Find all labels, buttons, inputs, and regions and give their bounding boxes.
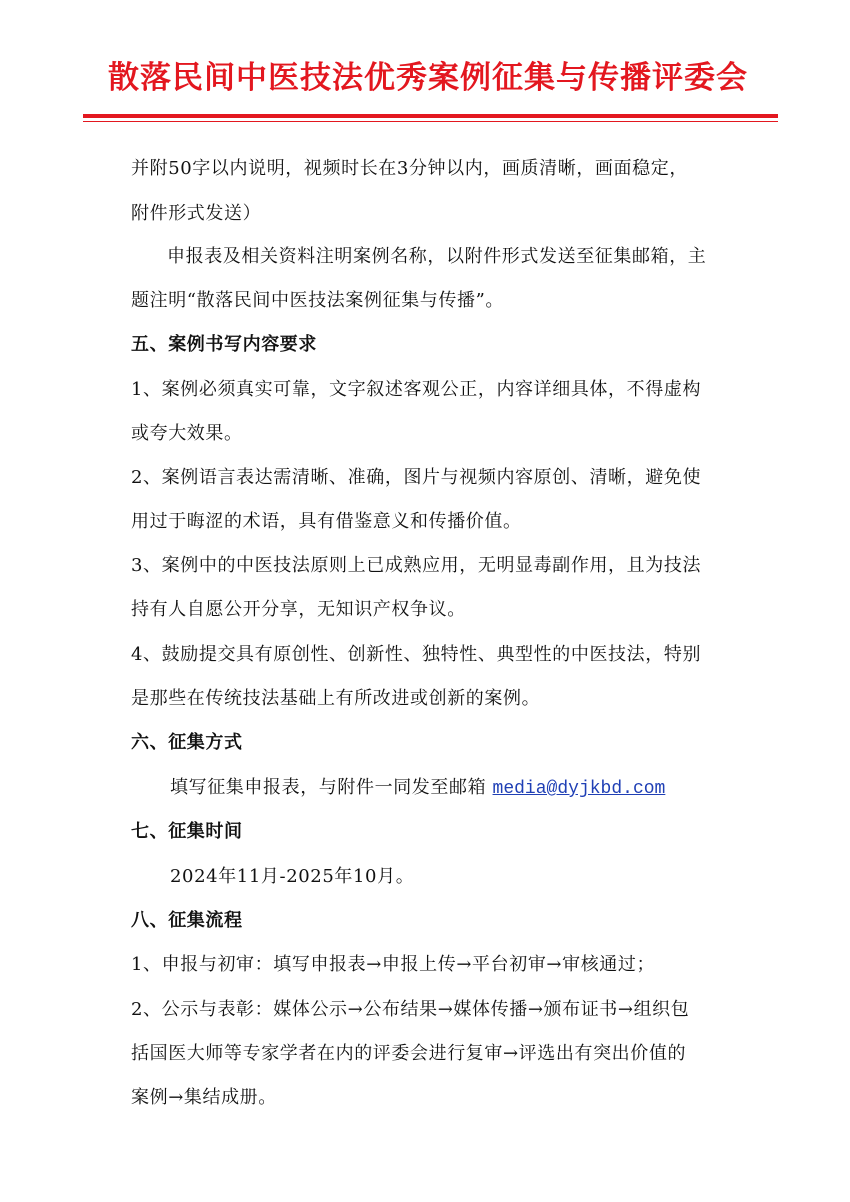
section-heading-8: 八、征集流程 [131, 910, 243, 931]
section-heading-6: 六、征集方式 [131, 732, 243, 753]
document-header-title: 散落民间中医技法优秀案例征集与传播评委会 [108, 60, 748, 96]
header-rule-thin [83, 121, 778, 122]
paragraph-line: 申报表及相关资料注明案例名称，以附件形式发送至征集邮箱，主 [167, 246, 707, 267]
paragraph-line: 1、申报与初审：填写申报表→申报上传→平台初审→审核通过； [131, 954, 656, 975]
paragraph-line: 是那些在传统技法基础上有所改进或创新的案例。 [131, 688, 541, 709]
collection-method-text: 填写征集申报表，与附件一同发至邮箱 [170, 777, 487, 798]
paragraph-line: 括国医大师等专家学者在内的评委会进行复审→评选出有突出价值的 [131, 1043, 687, 1064]
paragraph-line: 附件形式发送） [131, 203, 262, 224]
paragraph-line: 2、案例语言表达需清晰、准确，图片与视频内容原创、清晰，避免使 [131, 467, 702, 488]
section-heading-5: 五、案例书写内容要求 [131, 334, 317, 355]
paragraph-line: 4、鼓励提交具有原创性、创新性、独特性、典型性的中医技法，特别 [131, 644, 702, 665]
paragraph-line: 1、案例必须真实可靠，文字叙述客观公正，内容详细具体，不得虚构 [131, 379, 702, 400]
paragraph-line: 3、案例中的中医技法原则上已成熟应用，无明显毒副作用，且为技法 [131, 555, 702, 576]
paragraph-line: 2、公示与表彰：媒体公示→公布结果→媒体传播→颁布证书→组织包 [131, 999, 690, 1020]
paragraph-line: 并附50字以内说明，视频时长在3分钟以内，画质清晰，画面稳定， [131, 158, 688, 179]
paragraph-line: 案例→集结成册。 [131, 1087, 277, 1108]
collection-method-line [170, 776, 665, 801]
paragraph-line: 持有人自愿公开分享，无知识产权争议。 [131, 599, 466, 620]
header-rule-thick [83, 114, 778, 118]
collection-period: 2024年11月-2025年10月。 [170, 866, 415, 887]
section-heading-7: 七、征集时间 [131, 821, 243, 842]
paragraph-line: 用过于晦涩的术语，具有借鉴意义和传播价值。 [131, 511, 522, 532]
paragraph-line: 或夸大效果。 [131, 423, 243, 444]
paragraph-line: 题注明“散落民间中医技法案例征集与传播”。 [131, 290, 505, 311]
email-link[interactable]: media@dyjkbd.com [492, 779, 666, 799]
